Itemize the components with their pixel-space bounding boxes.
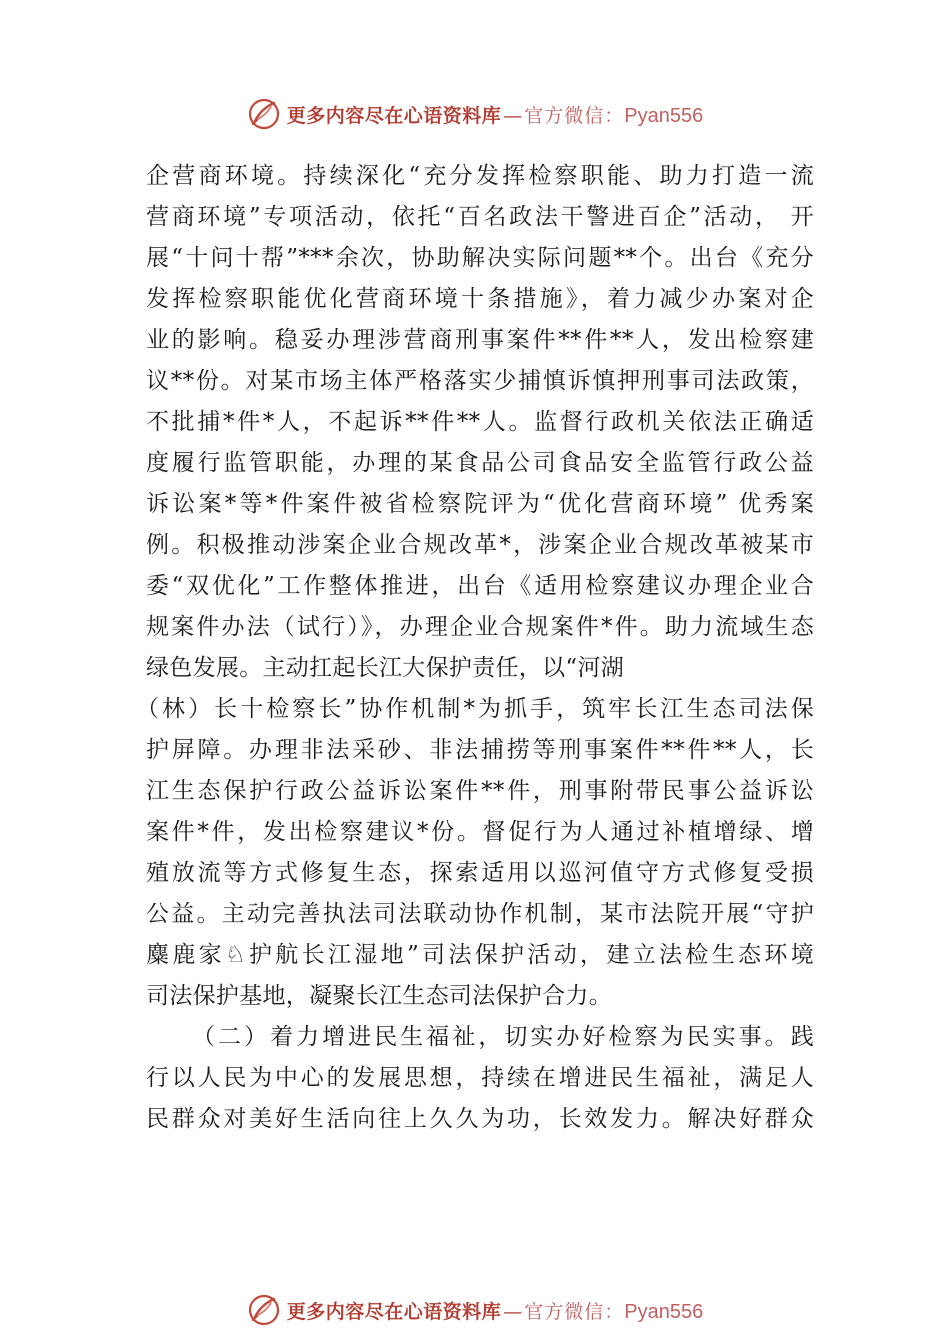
- body-line: 不批捕*件*人，不起诉**件**人。监督行政机关依法正确适: [146, 409, 814, 435]
- body-line: 度履行监管职能，办理的某食品公司食品安全监管行政公益: [146, 450, 814, 476]
- pen-writing-logo-icon: [247, 1293, 281, 1327]
- body-line: 发挥检察职能优化营商环境十条措施》，着力减少办案对企: [146, 286, 814, 312]
- footer-banner: [0, 1290, 950, 1330]
- document-body: [136, 156, 814, 1140]
- banner-account-id: Pyan556: [624, 104, 704, 127]
- banner-account-label: 官方微信：: [524, 104, 625, 127]
- pen-writing-logo-icon: [247, 97, 281, 131]
- body-line: 护屏障。办理非法采砂、非法捕捞等刑事案件**件**人，长: [146, 737, 814, 763]
- body-line: 殖放流等方式修复生态，探索适用以巡河值守方式修复受损: [146, 860, 814, 886]
- banner-account-id: Pyan556: [624, 1300, 704, 1323]
- body-line: 绿色发展。主动扛起长江大保护责任，以“河湖: [146, 655, 625, 681]
- body-line: 司法保护基地，凝聚长江生态司法保护合力。: [146, 983, 612, 1009]
- body-line: 营商环境”专项活动，依托“百名政法干警进百企”活动， 开: [146, 204, 814, 230]
- header-banner: [0, 94, 950, 134]
- body-line: 例。积极推动涉案企业合规改革*，涉案企业合规改革被某市: [146, 532, 814, 558]
- body-line: 议**份。对某市场主体严格落实少捕慎诉慎押刑事司法政策，: [146, 368, 814, 394]
- body-line: 案件*件，发出检察建议*份。督促行为人通过补植增绿、增: [146, 819, 814, 845]
- body-line: 行以人民为中心的发展思想，持续在增进民生福祉，满足人: [146, 1065, 814, 1091]
- body-line: 民群众对美好生活向往上久久为功，长效发力。解决好群众: [146, 1106, 814, 1132]
- section-heading-line: （二）着力增进民生福祉，切实办好检察为民实事。践: [192, 1024, 814, 1050]
- banner-text: [287, 101, 704, 128]
- banner-text: [287, 1297, 704, 1324]
- banner-main-text: 更多内容尽在心语资料库: [286, 104, 502, 127]
- body-line: 江生态保护行政公益诉讼案件**件，刑事附带民事公益诉讼: [146, 778, 814, 804]
- body-line: 业的影响。稳妥办理涉营商刑事案件**件**人，发出检察建: [146, 327, 814, 353]
- body-line: （林）长十检察长”协作机制*为抓手，筑牢长江生态司法保: [136, 696, 814, 722]
- banner-dash: —: [503, 104, 523, 127]
- body-line: 企营商环境。持续深化“充分发挥检察职能、助力打造一流: [146, 163, 814, 189]
- body-line: 规案件办法（试行）》，办理企业合规案件*件。助力流域生态: [146, 614, 814, 640]
- banner-account-label: 官方微信：: [524, 1300, 625, 1323]
- banner-main-text: 更多内容尽在心语资料库: [286, 1300, 502, 1323]
- body-line: 公益。主动完善执法司法联动协作机制，某市法院开展“守护: [146, 901, 814, 927]
- body-line: 麋鹿家♘护航长江湿地”司法保护活动，建立法检生态环境: [146, 942, 814, 968]
- body-line: 展“十问十帮”***余次，协助解决实际问题**个。出台《充分: [146, 245, 814, 271]
- body-line: 诉讼案*等*件案件被省检察院评为“优化营商环境” 优秀案: [146, 491, 814, 517]
- body-line: 委“双优化”工作整体推进，出台《适用检察建议办理企业合: [146, 573, 814, 599]
- banner-dash: —: [503, 1300, 523, 1323]
